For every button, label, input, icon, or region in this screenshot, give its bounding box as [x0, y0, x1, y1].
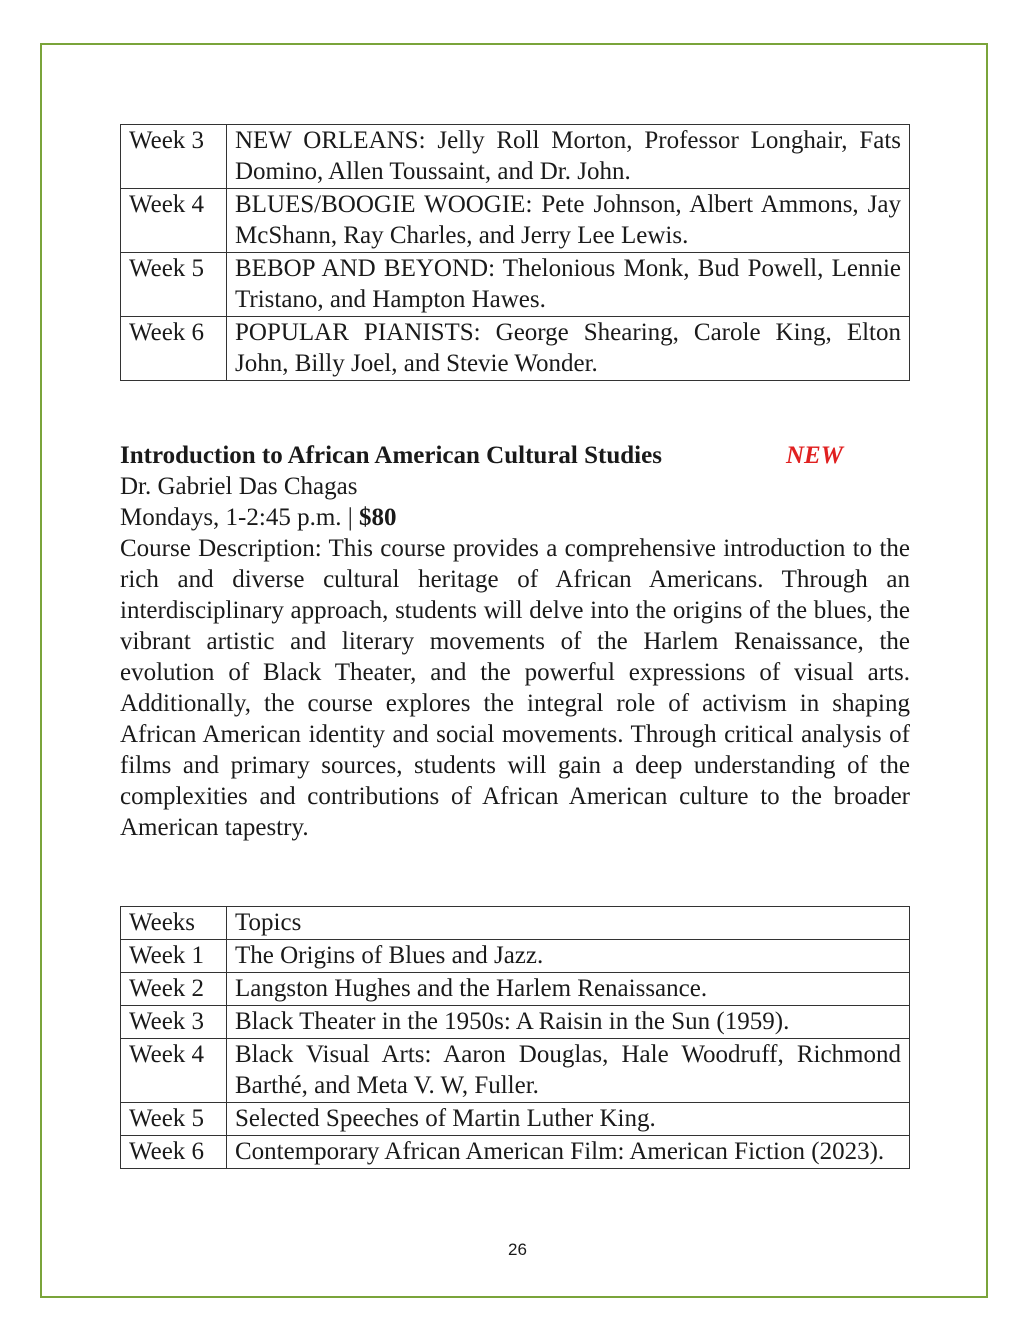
table-row [121, 1103, 910, 1136]
instructor: Dr. Gabriel Das Chagas [120, 473, 358, 500]
topic-cell: POPULAR PIANISTS: George Shearing, Carole King, Elton John, Billy Joel, and Stevie Wonder. [227, 317, 910, 381]
week-cell: Week 3 [121, 1006, 227, 1039]
topics-table [120, 906, 910, 1169]
table-row [121, 189, 910, 253]
course-price: $80 [359, 504, 397, 531]
page-number: 26 [508, 1240, 527, 1259]
table-row [121, 1039, 910, 1103]
course-heading [120, 440, 910, 471]
topic-cell: NEW ORLEANS: Jelly Roll Morton, Professor Longhair, Fats Domino, Allen Toussaint, and Dr. John. [227, 125, 910, 189]
table-row [121, 973, 910, 1006]
course-section [120, 440, 910, 843]
meeting-time: Mondays, 1-2:45 p.m. | [120, 504, 360, 531]
course-schedule-line [120, 502, 910, 533]
topic-cell: Contemporary African American Film: American Fiction (2023). [227, 1136, 910, 1169]
topic-cell: Langston Hughes and the Harlem Renaissance. [227, 973, 910, 1006]
previous-course-schedule [120, 124, 910, 381]
new-badge: NEW [786, 442, 843, 469]
week-cell: Week 4 [121, 1039, 227, 1103]
week-cell: Week 2 [121, 973, 227, 1006]
course-description: Course Description: This course provides a comprehensive introduction to the rich and diverse cultural heritage of African Americans. Through an interdisciplinary approach, students will delve into the origins of the blues, the vibrant artistic and literary movements of the Harlem Renaissance, the evolution of Black Theater, and the powerful expressions of visual arts. Additionally, the course explores the integral role of activism in shaping African American identity and social movements. Through critical analysis of films and primary sources, students will gain a deep understanding of the complexities and contributions of African American culture to the broader American tapestry. [120, 535, 910, 841]
course-title: Introduction to African American Cultural Studies [120, 442, 662, 469]
week-cell: Week 3 [121, 125, 227, 189]
topics-header: Topics [227, 907, 910, 940]
topic-cell: The Origins of Blues and Jazz. [227, 940, 910, 973]
week-cell: Week 5 [121, 253, 227, 317]
table-row [121, 1006, 910, 1039]
weeks-header: Weeks [121, 907, 227, 940]
course-topics-schedule [120, 906, 910, 1169]
table-row [121, 317, 910, 381]
topic-cell: Black Theater in the 1950s: A Raisin in the Sun (1959). [227, 1006, 910, 1039]
topic-cell: BLUES/BOOGIE WOOGIE: Pete Johnson, Albert Ammons, Jay McShann, Ray Charles, and Jerry Lee Lewis. [227, 189, 910, 253]
table-row [121, 1136, 910, 1169]
week-cell: Week 6 [121, 1136, 227, 1169]
week-cell: Week 1 [121, 940, 227, 973]
schedule-table [120, 124, 910, 381]
week-cell: Week 4 [121, 189, 227, 253]
topic-cell: Selected Speeches of Martin Luther King. [227, 1103, 910, 1136]
week-cell: Week 6 [121, 317, 227, 381]
table-row [121, 125, 910, 189]
topic-cell: BEBOP AND BEYOND: Thelonious Monk, Bud Powell, Lennie Tristano, and Hampton Hawes. [227, 253, 910, 317]
table-header-row [121, 907, 910, 940]
table-row [121, 940, 910, 973]
table-row [121, 253, 910, 317]
week-cell: Week 5 [121, 1103, 227, 1136]
topic-cell: Black Visual Arts: Aaron Douglas, Hale Woodruff, Richmond Barthé, and Meta V. W, Fuller. [227, 1039, 910, 1103]
